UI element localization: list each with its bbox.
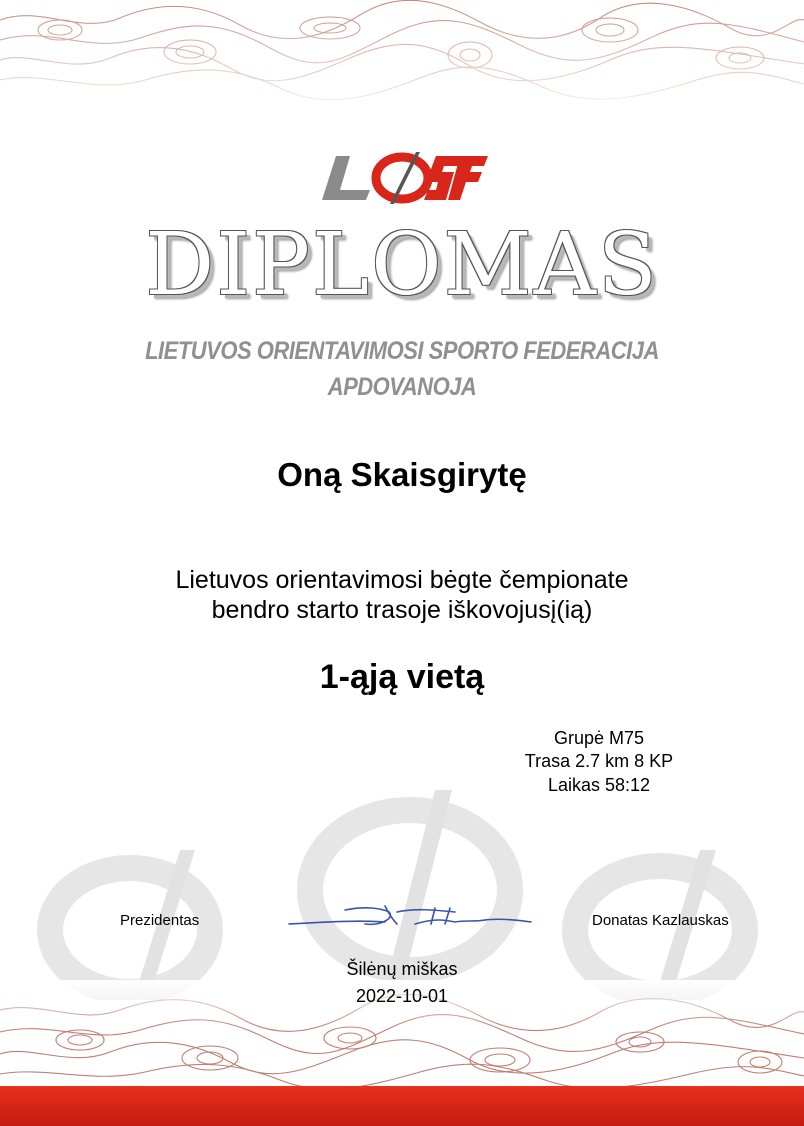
description-line-1: Lietuvos orientavimosi bėgte čempionate	[175, 566, 629, 594]
diploma-title: DIPLOMAS	[145, 215, 659, 315]
president-name: Donatas Kazlauskas	[592, 912, 729, 929]
federation-name: LIETUVOS ORIENTAVIMOSI SPORTO FEDERACIJA	[145, 336, 659, 365]
time-detail: Laikas 58:12	[547, 775, 651, 795]
awards-text: APDOVANOJA	[327, 372, 477, 401]
group-detail: Grupė M75	[553, 728, 645, 748]
course-detail: Trasa 2.7 km 8 KP	[524, 751, 674, 771]
president-signature	[285, 898, 535, 930]
event-location: Šilėnų miškas	[346, 959, 458, 979]
recipient-name: Oną Skaisgirytę	[277, 456, 527, 493]
event-date: 2022-10-01	[355, 986, 449, 1006]
president-label: Prezidentas	[120, 912, 200, 929]
losf-logo	[320, 152, 490, 204]
red-footer-band	[0, 1086, 804, 1126]
description-line-2: bendro starto trasoje iškovojusį(ią)	[211, 596, 593, 624]
topographic-pattern-top	[0, 0, 804, 120]
place-awarded: 1-ąją vietą	[319, 658, 485, 696]
